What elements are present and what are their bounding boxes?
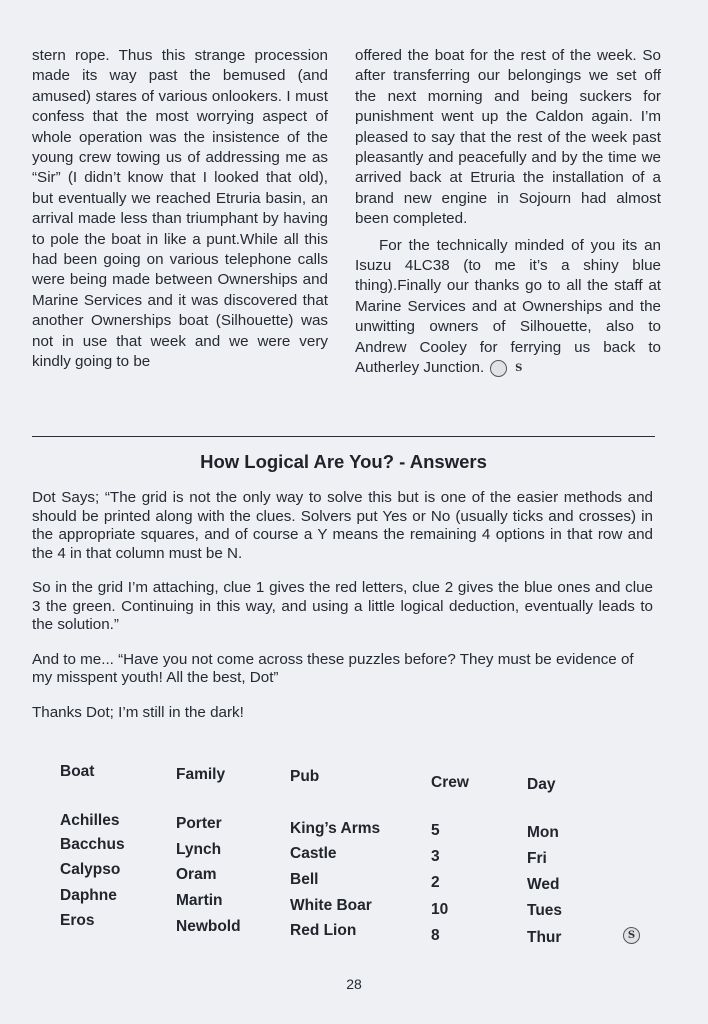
article-text-span: For the technically minded of you its an Isuzu 4LC38 (to me it’s a shiny blue thing).Finally our thanks go to all the staff at Marine Services and at Ownerships and the unwitting owners of Silhouette, also to Andrew Cooley for ferrying us back to Autherley Junction. [355,236,661,377]
table-cell-pub: White Boar [290,897,372,914]
table-cell-pub: Castle [290,845,337,862]
table-cell-boat: Eros [60,912,95,929]
table-cell-pub: King’s Arms [290,820,381,837]
column-header-crew: Crew [431,774,469,791]
answers-paragraph: Dot Says; “The grid is not the only way to solve this but is one of the easier methods and should be printed along with the clues. Solvers put Yes or No (usually ticks and crosses) in the appropriate squares, and of course a Y means the remaining 4 options in that row and the 4 in that column must be N. [32,489,653,562]
column-header-day: Day [527,776,556,793]
table-cell-boat: Daphne [60,887,117,904]
table-cell-family: Porter [176,815,222,832]
table-cell-day: Thur [527,929,562,946]
column-header-family: Family [176,766,226,783]
article-text: offered the boat for the rest of the week. So after transferring our belongings we set off the next morning and being suckers for punishment went up the Caldon again. I’m pleased to say that the rest of the week past pleasantly and peacefully and by the time we arrived back at Etruria the installation of a brand new engine in Sojourn had almost been completed. [355,47,661,228]
table-cell-family: Newbold [176,918,241,935]
table-cell-family: Lynch [176,841,222,858]
table-cell-crew: 2 [431,874,440,891]
table-cell-day: Wed [527,876,560,893]
table-cell-crew: 8 [431,927,440,944]
article-text: stern rope. Thus this strange procession made its way past the bemused (and amused) stares of various onlookers. I must confess that the most worrying aspect of whole operation was the insistence of the young crew towing us of addressing me as “Sir” (I didn’t know that I looked that old), but eventually we reached Etruria basin, an arrival made less than triumphant by having to pole the boat in like a punt.While all this had been going on various telephone calls were being made between Ownerships and Marine Services and it was discovered that another Ownerships boat (Silhouette) was not in use that week and we were very kindly going to be [32,47,328,371]
table-cell-day: Mon [527,824,559,841]
table-cell-boat: Bacchus [60,836,125,853]
answers-paragraph: And to me... “Have you not come across these puzzles before? They must be evidence of my misspent youth! All the best, Dot” [32,650,634,686]
table-cell-boat: Achilles [60,812,120,829]
table-cell-pub: Bell [290,871,319,888]
table-cell-crew: 5 [431,822,440,839]
section-heading: How Logical Are You? - Answers [200,451,487,472]
column-header-pub: Pub [290,768,320,785]
answers-paragraph: Thanks Dot; I’m still in the dark! [32,703,244,721]
table-cell-day: Tues [527,902,563,919]
table-cell-crew: 10 [431,901,449,918]
end-mark-icon: S [623,927,640,944]
end-mark-icon: S [490,360,507,377]
table-cell-family: Oram [176,866,217,883]
page-number: 28 [346,976,362,992]
table-cell-crew: 3 [431,848,440,865]
table-cell-boat: Calypso [60,861,121,878]
column-header-boat: Boat [60,763,95,780]
table-cell-family: Martin [176,892,223,909]
answers-paragraph: So in the grid I’m attaching, clue 1 gives the red letters, clue 2 gives the blue ones and clue 3 the green. Continuing in this way, and using a little logical deduction, eventually leads to the solution.” [32,579,653,633]
table-cell-pub: Red Lion [290,922,357,939]
table-cell-day: Fri [527,850,547,867]
